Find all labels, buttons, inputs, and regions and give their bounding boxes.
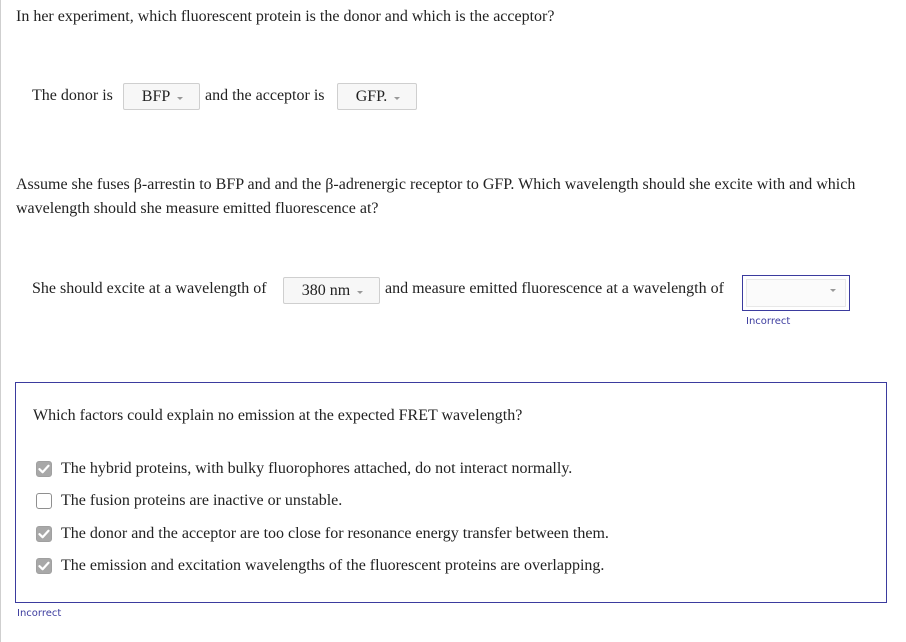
question-3-text: Which factors could explain no emission at the expected FRET wavelength? [33,407,523,424]
option-3-label: The donor and the acceptor are too close for resonance energy transfer between them. [61,525,609,542]
option-3[interactable] [36,524,609,544]
question-3-box [15,382,887,603]
checkbox-checked-icon[interactable] [36,558,52,574]
checkbox-checked-icon[interactable] [36,461,52,477]
question-1-text: In her experiment, which fluorescent protein is the donor and which is the acceptor? [16,8,555,25]
left-border [0,0,1,642]
excite-prefix-text: She should excite at a wavelength of [32,280,267,297]
acceptor-selected-value: GFP. [355,87,388,105]
option-1[interactable] [36,459,572,479]
donor-dropdown[interactable] [123,83,200,110]
option-1-label: The hybrid proteins, with bulky fluorophores attached, do not interact normally. [61,460,573,477]
chevron-down-icon [357,291,363,294]
excite-wavelength-dropdown[interactable] [283,277,380,304]
emit-dropdown-field [746,279,846,307]
acceptor-dropdown[interactable] [337,83,417,110]
donor-prefix-text: The donor is [32,87,113,104]
donor-selected-value: BFP [141,87,171,105]
option-4-label: The emission and excitation wavelengths of the fluorescent proteins are overlapping. [61,557,605,574]
option-4[interactable] [36,556,604,576]
q2-status-incorrect: Incorrect [746,316,791,327]
option-2-label: The fusion proteins are inactive or unstable. [61,492,343,509]
checkbox-unchecked-icon[interactable] [36,493,52,509]
acceptor-prefix-text: and the acceptor is [205,87,325,104]
question-2-text: Assume she fuses β-arrestin to BFP and and the β-adrenergic receptor to GFP. Which wavelength should she excite with and which wavelength should she measure emitted fluorescence at? [16,176,856,217]
chevron-down-icon [177,97,183,100]
chevron-down-icon [394,97,400,100]
emit-prefix-text: and measure emitted fluorescence at a wavelength of [385,280,724,297]
option-2[interactable] [36,491,342,511]
chevron-down-icon [830,289,836,292]
checkbox-checked-icon[interactable] [36,526,52,542]
excite-selected-value: 380 nm [301,281,351,299]
q3-status-incorrect: Incorrect [17,608,62,619]
emit-wavelength-dropdown[interactable] [742,275,850,311]
